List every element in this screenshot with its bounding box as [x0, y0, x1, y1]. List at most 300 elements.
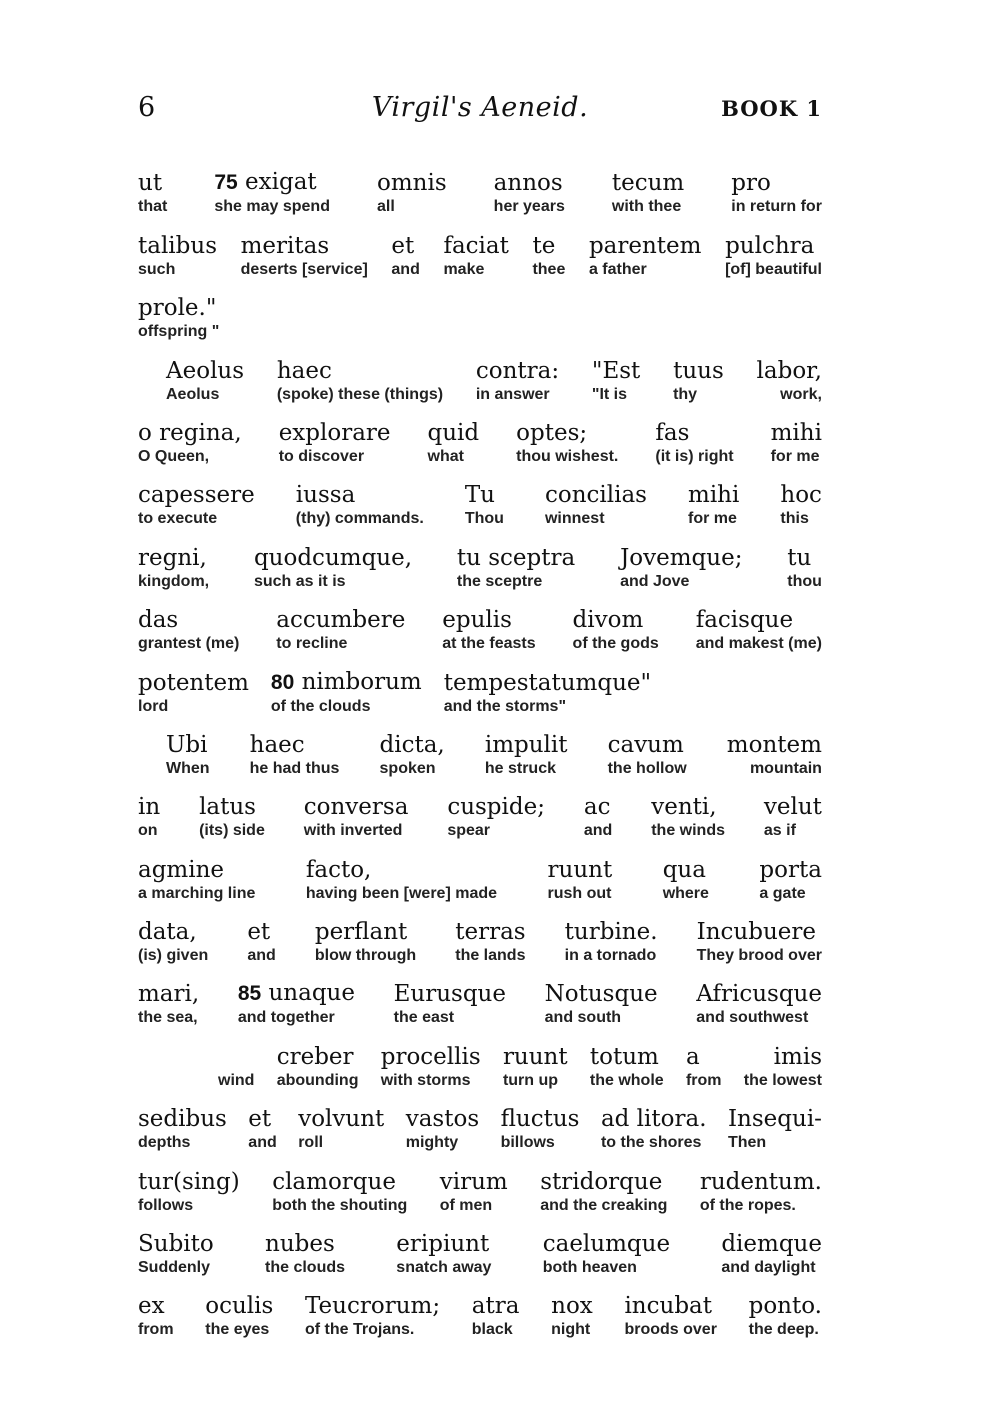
english-gloss: (thy) commands. — [295, 510, 424, 528]
latin-word: perflant — [314, 919, 408, 946]
word-pair — [663, 856, 709, 904]
latin-word: concilias — [544, 482, 647, 509]
latin-word: 80 nimborum — [270, 668, 422, 695]
latin-word: facisque — [695, 607, 794, 634]
latin-word: meritas — [240, 232, 330, 259]
word-pair — [305, 1292, 440, 1340]
word-pair — [166, 731, 210, 779]
interlinear-text — [138, 155, 822, 1340]
word-pair — [138, 1105, 227, 1153]
line-number: 85 — [237, 982, 262, 1006]
english-gloss: and Jove — [620, 572, 690, 590]
latin-word: velut — [763, 794, 822, 821]
word-pair — [238, 979, 355, 1028]
latin-word: Subito — [138, 1231, 214, 1258]
word-pair — [759, 856, 822, 904]
text-line — [138, 405, 822, 467]
latin-word: stridorque — [540, 1168, 663, 1195]
english-gloss: to discover — [278, 447, 365, 465]
word-pair — [391, 232, 419, 280]
english-gloss: with inverted — [303, 822, 403, 840]
english-gloss: thou — [787, 572, 822, 590]
word-pair — [166, 357, 244, 405]
text-line — [138, 966, 822, 1028]
word-pair — [592, 357, 640, 405]
word-pair — [443, 232, 508, 280]
latin-word: "Est — [591, 357, 641, 384]
word-pair — [315, 918, 416, 966]
english-gloss: such as it is — [253, 572, 346, 590]
latin-word: montem — [726, 731, 822, 758]
word-pair — [780, 481, 822, 529]
word-pair — [744, 1043, 822, 1091]
latin-word: diemque — [721, 1231, 822, 1258]
text-line — [138, 1091, 822, 1153]
latin-word: qua — [662, 856, 706, 883]
english-gloss: the winds — [651, 822, 725, 840]
english-gloss: with thee — [611, 198, 682, 216]
english-gloss: Aeolus — [166, 385, 220, 403]
word-pair — [455, 918, 525, 966]
word-pair — [757, 357, 822, 405]
latin-word: 85 unaque — [237, 980, 355, 1007]
english-gloss: broods over — [624, 1321, 717, 1339]
word-pair — [406, 1105, 479, 1153]
english-gloss: both the shouting — [272, 1196, 408, 1214]
word-pair — [749, 1292, 822, 1340]
english-gloss: both heaven — [542, 1259, 637, 1277]
latin-word: latus — [199, 794, 256, 821]
english-gloss: in answer — [475, 385, 550, 403]
english-gloss: and the storms" — [443, 697, 567, 715]
latin-word: atra — [471, 1293, 520, 1320]
latin-word: Teucrorum; — [305, 1293, 441, 1320]
word-pair — [696, 606, 822, 654]
latin-word: nubes — [265, 1231, 335, 1258]
latin-word: regni, — [138, 544, 207, 571]
word-pair — [241, 232, 368, 280]
word-pair — [265, 1230, 345, 1278]
english-gloss: "It is — [591, 385, 628, 403]
running-title: Virgil's Aeneid. — [371, 92, 589, 123]
latin-word: labor, — [756, 357, 822, 384]
word-pair — [377, 169, 447, 217]
latin-word: impulit — [484, 731, 568, 758]
english-gloss: of the Trojans. — [305, 1321, 415, 1339]
latin-word: omnis — [377, 170, 447, 197]
latin-word: caelumque — [542, 1231, 671, 1258]
english-gloss: that — [138, 198, 168, 216]
text-line — [138, 592, 822, 654]
word-pair — [248, 1105, 276, 1153]
english-gloss: mountain — [749, 759, 822, 777]
word-pair — [608, 731, 687, 779]
word-pair — [380, 731, 445, 779]
latin-word: fluctus — [500, 1106, 580, 1133]
text-line — [138, 217, 822, 279]
english-gloss: lord — [138, 697, 169, 715]
english-gloss: the lowest — [743, 1071, 822, 1089]
word-pair — [277, 1043, 359, 1091]
word-pair — [696, 980, 822, 1028]
english-gloss: turn up — [502, 1071, 559, 1089]
latin-word: accumbere — [276, 607, 406, 634]
text-line — [138, 280, 822, 342]
english-gloss: O Queen, — [138, 447, 210, 465]
word-pair — [457, 544, 575, 592]
word-pair — [551, 1292, 593, 1340]
word-pair — [787, 544, 822, 592]
word-pair — [651, 793, 725, 841]
word-pair — [218, 1043, 254, 1091]
latin-word: Tu — [464, 482, 495, 509]
english-gloss: and — [583, 822, 613, 840]
latin-word: prole." — [138, 295, 217, 322]
word-pair — [771, 419, 822, 467]
word-pair — [199, 793, 265, 841]
word-pair — [296, 481, 424, 529]
english-gloss: a gate — [759, 884, 806, 902]
latin-word: et — [248, 1106, 272, 1133]
latin-word: rudentum. — [699, 1168, 822, 1195]
word-pair — [306, 856, 497, 904]
word-pair — [503, 1043, 568, 1091]
latin-word: tempestatumque" — [443, 669, 652, 696]
word-pair — [138, 918, 208, 966]
latin-word: et — [391, 232, 415, 259]
text-line — [138, 1216, 822, 1278]
word-pair — [516, 419, 618, 467]
word-pair — [138, 606, 239, 654]
english-gloss: roll — [298, 1134, 324, 1152]
page-number: 6 — [138, 92, 156, 123]
english-gloss: from — [138, 1321, 174, 1339]
word-pair — [138, 1292, 174, 1340]
line-number: 75 — [214, 171, 238, 195]
english-gloss: for me — [688, 510, 737, 528]
latin-word: parentem — [588, 232, 702, 259]
latin-word: tur(sing) — [138, 1168, 240, 1195]
english-gloss: mighty — [405, 1134, 459, 1152]
english-gloss: depths — [138, 1134, 191, 1152]
latin-word: ruunt — [547, 856, 613, 883]
latin-word: Aeolus — [166, 357, 245, 384]
text-line — [138, 1278, 822, 1340]
latin-word: iussa — [295, 482, 356, 509]
book-label: BOOK 1 — [721, 96, 822, 121]
english-gloss: snatch away — [396, 1259, 492, 1277]
latin-word: explorare — [278, 419, 391, 446]
latin-word: Notusque — [544, 981, 658, 1008]
english-gloss: and the creaking — [540, 1196, 668, 1214]
latin-word: vastos — [405, 1106, 480, 1133]
latin-word: pro — [731, 170, 771, 197]
latin-word: imis — [773, 1043, 822, 1070]
latin-word: ruunt — [502, 1043, 568, 1070]
latin-word: tu — [787, 544, 812, 571]
word-pair — [620, 544, 742, 592]
english-gloss: she may spend — [214, 198, 330, 216]
word-pair — [573, 606, 659, 654]
latin-word: haec — [249, 731, 305, 758]
english-gloss: black — [471, 1321, 513, 1339]
word-pair — [250, 731, 340, 779]
word-pair — [254, 544, 412, 592]
line-number: 80 — [270, 670, 295, 694]
word-pair — [545, 481, 647, 529]
word-pair — [697, 918, 822, 966]
text-line — [138, 904, 822, 966]
english-gloss: the sceptre — [456, 572, 543, 590]
english-gloss: such — [138, 260, 176, 278]
latin-word: totum — [589, 1043, 659, 1070]
word-pair — [565, 918, 658, 966]
latin-word: nox — [551, 1293, 593, 1320]
word-pair — [271, 668, 422, 717]
english-gloss: the whole — [589, 1071, 664, 1089]
latin-word: eripiunt — [396, 1231, 490, 1258]
word-pair — [590, 1043, 664, 1091]
english-gloss: with storms — [380, 1071, 471, 1089]
english-gloss: the deep. — [748, 1321, 819, 1339]
text-line — [138, 1028, 822, 1090]
english-gloss: to execute — [138, 510, 218, 528]
english-gloss: follows — [138, 1196, 194, 1214]
latin-word: clamorque — [272, 1168, 396, 1195]
english-gloss: spear — [447, 822, 491, 840]
english-gloss: billows — [500, 1134, 555, 1152]
latin-word: volvunt — [298, 1106, 385, 1133]
latin-word: faciat — [443, 232, 509, 259]
english-gloss: (it is) right — [655, 447, 734, 465]
word-pair — [728, 1105, 822, 1153]
latin-word: turbine. — [564, 919, 658, 946]
word-pair — [247, 918, 275, 966]
word-pair — [442, 606, 535, 654]
english-gloss: and — [247, 947, 276, 965]
latin-word: quid — [427, 419, 480, 446]
latin-word: capessere — [138, 482, 255, 509]
english-gloss: (spoke) these (things) — [276, 385, 444, 403]
english-gloss: the sea, — [138, 1009, 198, 1027]
word-pair — [624, 1292, 716, 1340]
english-gloss: abounding — [276, 1071, 359, 1089]
word-pair — [700, 1168, 822, 1216]
english-gloss: and together — [237, 1009, 335, 1027]
latin-word: annos — [493, 170, 563, 197]
english-gloss: and — [248, 1134, 277, 1152]
english-gloss: in return for — [731, 198, 822, 216]
english-gloss: to the shores — [600, 1134, 702, 1152]
latin-word: et — [247, 919, 271, 946]
word-pair — [584, 793, 612, 841]
word-pair — [381, 1043, 481, 1091]
text-line — [138, 467, 822, 529]
word-pair — [688, 481, 739, 529]
latin-word: Ubi — [166, 731, 208, 758]
english-gloss: kingdom, — [138, 572, 210, 590]
word-pair — [138, 793, 160, 841]
word-pair — [138, 169, 167, 217]
english-gloss: deserts [service] — [240, 260, 368, 278]
word-pair — [272, 1168, 407, 1216]
latin-word: ex — [138, 1293, 165, 1320]
latin-word: ac — [583, 794, 611, 821]
latin-word: in — [138, 794, 161, 821]
page-header — [138, 92, 822, 132]
english-gloss: this — [780, 510, 809, 528]
english-gloss: as if — [763, 822, 796, 840]
text-line — [138, 155, 822, 217]
word-pair — [444, 669, 651, 717]
word-pair — [731, 169, 822, 217]
english-gloss: Suddenly — [138, 1259, 211, 1277]
latin-word: virum — [439, 1168, 508, 1195]
english-gloss: and southwest — [696, 1009, 809, 1027]
english-gloss: and south — [544, 1009, 622, 1027]
latin-word: Eurusque — [393, 981, 506, 1008]
english-gloss: a marching line — [138, 884, 256, 902]
word-pair — [727, 731, 822, 779]
word-pair — [465, 481, 504, 529]
english-gloss: her years — [493, 198, 565, 216]
english-gloss: make — [443, 260, 485, 278]
english-gloss: of the clouds — [270, 697, 371, 715]
english-gloss: Thou — [464, 510, 504, 528]
english-gloss: where — [662, 884, 709, 902]
latin-word: hoc — [780, 482, 822, 509]
english-gloss: the hollow — [607, 759, 687, 777]
latin-word: 75 exigat — [214, 169, 317, 196]
latin-word: ut — [138, 170, 163, 197]
english-gloss: of the gods — [572, 635, 659, 653]
word-pair — [138, 481, 255, 529]
latin-word: divom — [572, 607, 644, 634]
english-gloss: on — [138, 822, 158, 840]
word-pair — [721, 1230, 822, 1278]
english-gloss: the east — [393, 1009, 455, 1027]
english-gloss: for me — [770, 447, 820, 465]
text-line — [138, 529, 822, 591]
latin-word: talibus — [138, 232, 218, 259]
latin-word: tecum — [611, 170, 685, 197]
latin-word: o regina, — [138, 419, 242, 446]
text-line — [138, 717, 822, 779]
english-gloss: of the ropes. — [699, 1196, 796, 1214]
english-gloss: work, — [780, 385, 822, 403]
english-gloss: (is) given — [138, 947, 209, 965]
latin-word: oculis — [205, 1293, 274, 1320]
latin-word: a — [685, 1043, 700, 1070]
latin-word: dicta, — [379, 731, 445, 758]
word-pair — [138, 669, 249, 717]
word-pair — [440, 1168, 508, 1216]
word-pair — [279, 419, 391, 467]
english-gloss: he had thus — [249, 759, 340, 777]
word-pair — [589, 232, 702, 280]
latin-word: creber — [276, 1043, 354, 1070]
english-gloss: at the feasts — [442, 635, 536, 653]
latin-word: porta — [759, 856, 822, 883]
latin-word — [218, 1043, 225, 1071]
english-gloss: (its) side — [199, 822, 265, 840]
latin-word: terras — [455, 919, 526, 946]
word-pair — [138, 1230, 214, 1278]
latin-word: conversa — [303, 794, 409, 821]
english-gloss: thou wishest. — [516, 447, 619, 465]
english-gloss: grantest (me) — [138, 635, 240, 653]
word-pair — [725, 232, 822, 280]
latin-word: venti, — [651, 794, 717, 821]
word-pair — [543, 1230, 670, 1278]
latin-word: potentem — [138, 669, 249, 696]
text-line — [138, 779, 822, 841]
english-gloss: and — [391, 260, 420, 278]
latin-word: Incubuere — [696, 919, 816, 946]
english-gloss: winnest — [544, 510, 605, 528]
latin-word: mihi — [688, 482, 740, 509]
latin-word: data, — [138, 919, 197, 946]
word-pair — [601, 1105, 707, 1153]
latin-word: sedibus — [138, 1106, 227, 1133]
text-line — [138, 841, 822, 903]
latin-word: tu sceptra — [456, 544, 576, 571]
latin-word: mihi — [770, 419, 822, 446]
latin-word: incubat — [624, 1293, 712, 1320]
text-line — [138, 342, 822, 404]
english-gloss: from — [685, 1071, 722, 1089]
english-gloss: all — [377, 198, 395, 216]
latin-word: Insequi- — [727, 1106, 822, 1133]
word-pair — [276, 606, 405, 654]
english-gloss: rush out — [547, 884, 612, 902]
word-pair — [138, 856, 255, 904]
latin-word: procellis — [380, 1043, 481, 1070]
word-pair — [532, 232, 565, 280]
english-gloss: the lands — [455, 947, 526, 965]
word-pair — [138, 419, 242, 467]
english-gloss: and daylight — [721, 1259, 816, 1277]
latin-word: das — [138, 607, 179, 634]
latin-word: facto, — [305, 856, 372, 883]
latin-word: haec — [276, 357, 332, 384]
english-gloss: the eyes — [205, 1321, 270, 1339]
word-pair — [304, 793, 409, 841]
word-pair — [277, 357, 443, 405]
latin-word: fas — [655, 419, 690, 446]
word-pair — [138, 544, 209, 592]
word-pair — [655, 419, 733, 467]
word-pair — [447, 793, 545, 841]
text-line — [138, 654, 822, 716]
word-pair — [545, 980, 658, 1028]
word-pair — [396, 1230, 491, 1278]
word-pair — [138, 294, 219, 342]
word-pair — [138, 1168, 240, 1216]
latin-word: epulis — [442, 607, 512, 634]
word-pair — [138, 232, 217, 280]
word-pair — [686, 1043, 722, 1091]
english-gloss: offspring " — [138, 323, 220, 341]
word-pair — [298, 1105, 384, 1153]
latin-word: te — [532, 232, 556, 259]
latin-word: ponto. — [748, 1293, 822, 1320]
latin-word: agmine — [138, 856, 225, 883]
latin-word: Africusque — [696, 981, 822, 1008]
english-gloss: the clouds — [265, 1259, 346, 1277]
english-gloss: and makest (me) — [695, 635, 822, 653]
word-pair — [205, 1292, 273, 1340]
